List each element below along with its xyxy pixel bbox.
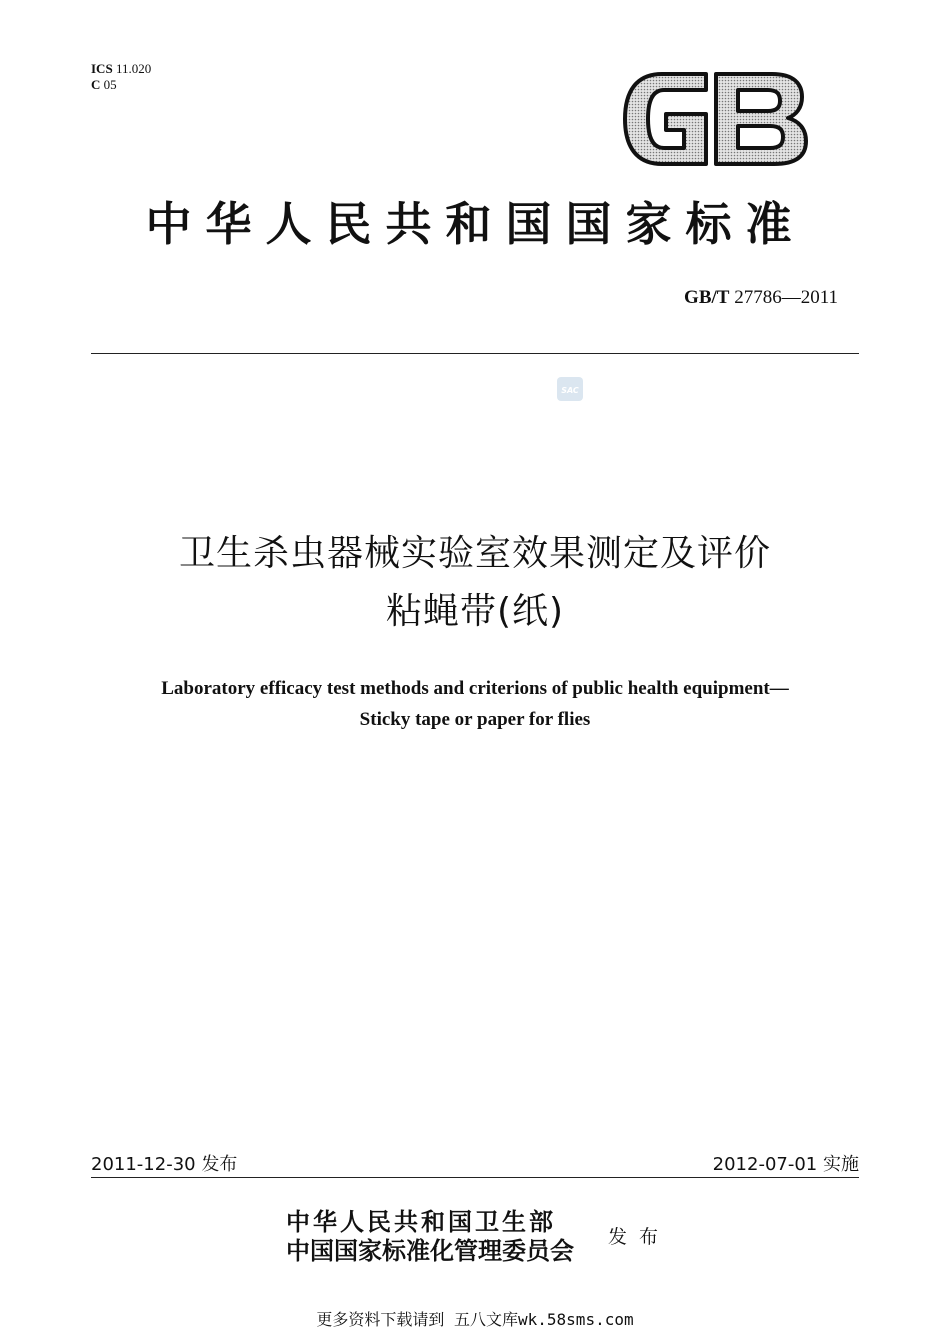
ccs-label: C <box>91 77 101 92</box>
issuer-ministry-of-health: 中华人民共和国卫生部 <box>286 1207 556 1236</box>
gb-logo <box>622 70 808 168</box>
english-title-line-1: Laboratory efficacy test methods and criterions of public health equipment— <box>161 678 789 699</box>
issuer-standardization-administration: 中国国家标准化管理委员会 <box>286 1236 574 1265</box>
english-title-line-2: Sticky tape or paper for flies <box>359 709 591 730</box>
ics-label: ICS <box>91 61 113 76</box>
standard-number-prefix: GB/T <box>684 287 730 308</box>
national-standard-title: 中华人民共和国国家标准 <box>145 197 806 251</box>
gb-logo-text: GB <box>622 70 624 71</box>
implementation-date: 2012-07-01 实施 <box>712 1154 859 1175</box>
top-divider <box>91 353 859 354</box>
ics-line <box>91 61 151 77</box>
issue-date: 2011-12-30 发布 <box>91 1154 238 1175</box>
chinese-title-line-2: 粘蝇带(纸) <box>385 591 565 632</box>
standard-number-value: 27786—2011 <box>734 287 838 308</box>
bottom-divider <box>91 1177 859 1178</box>
ccs-code: 05 <box>103 77 117 92</box>
ccs-line <box>91 77 151 93</box>
ics-code: 11.020 <box>115 61 152 76</box>
download-footer-link[interactable]: 更多资料下载请到 五八文库wk.58sms.com <box>316 1310 634 1329</box>
classification-codes <box>91 61 151 93</box>
gb-logo-letter-g <box>625 74 706 164</box>
gb-logo-letter-b <box>716 74 806 164</box>
standard-number <box>684 287 838 309</box>
chinese-title-line-1: 卫生杀虫器械实验室效果测定及评价 <box>178 533 771 574</box>
publish-label: 发布 <box>608 1226 671 1248</box>
sac-watermark-text: SAC <box>561 386 579 395</box>
sac-watermark-icon <box>556 376 584 402</box>
